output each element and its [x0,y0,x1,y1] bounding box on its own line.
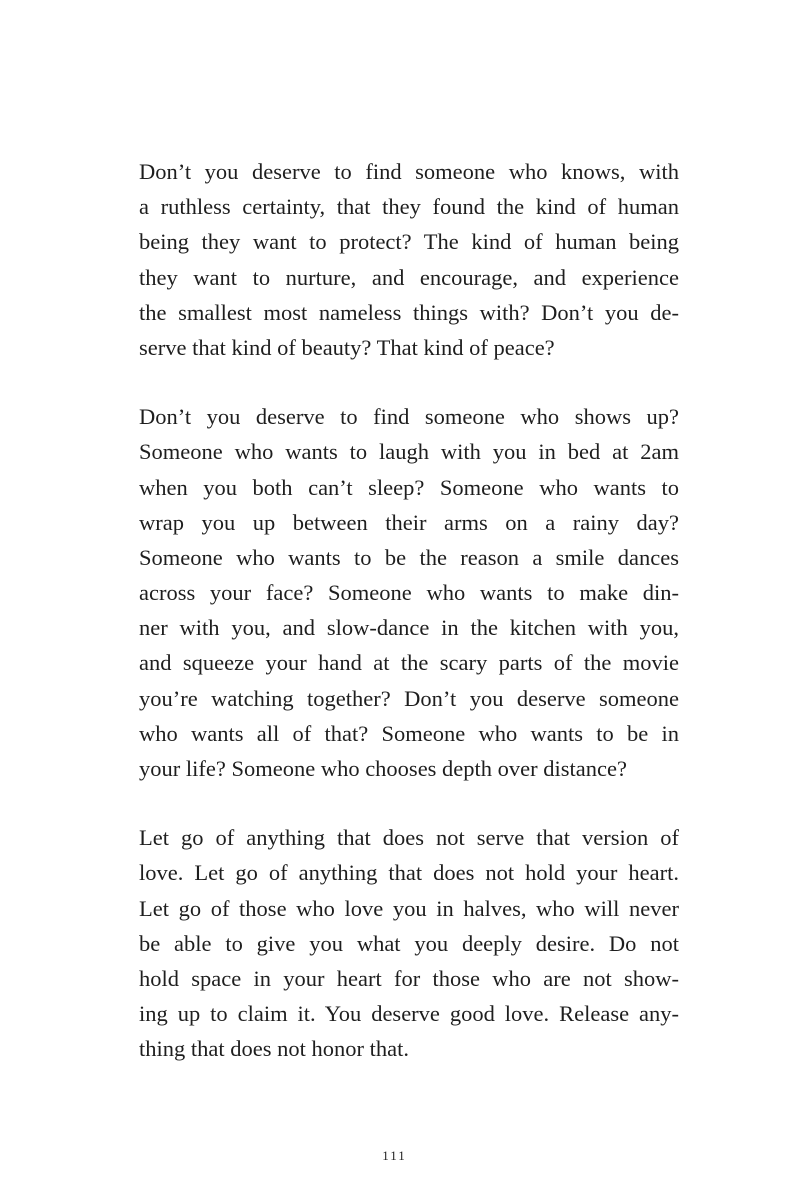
paragraph-1 [139,154,679,365]
text-line: ner with you, and slow-dance in the kitchen with you, [139,615,679,641]
text-line: being they want to protect? The kind of human being [139,229,679,255]
text-line: Someone who wants to laugh with you in bed at 2am [139,439,679,465]
text-line: Let go of those who love you in halves, who will never [139,895,679,921]
text-line: the smallest most nameless things with? Don’t you de- [139,299,679,325]
text-line: ing up to claim it. You deserve good love. Release any- [139,1001,679,1027]
text-line: your life? Someone who chooses depth over distance? [139,756,627,781]
text-line: across your face? Someone who wants to make din- [139,580,679,606]
text-line: be able to give you what you deeply desire. Do not [139,930,679,956]
page-number: 111 [382,1148,407,1163]
text-line: Someone who wants to be the reason a smile dances [139,544,679,570]
text-line: you’re watching together? Don’t you deserve someone [139,685,679,711]
text-line: Let go of anything that does not serve that version of [139,825,679,851]
text-line: a ruthless certainty, that they found the kind of human [139,194,679,220]
text-line: wrap you up between their arms on a rainy day? [139,509,679,535]
text-line: love. Let go of anything that does not hold your heart. [139,860,679,886]
text-line: when you both can’t sleep? Someone who wants to [139,474,679,500]
paragraph-3 [139,820,679,1066]
text-line: Don’t you deserve to find someone who shows up? [139,404,679,430]
text-line: Don’t you deserve to find someone who knows, with [139,159,679,184]
text-line: they want to nurture, and encourage, and experience [139,264,679,290]
text-line: serve that kind of beauty? That kind of peace? [139,334,555,360]
text-line: and squeeze your hand at the scary parts of the movie [139,650,679,676]
text-line: hold space in your heart for those who are not show- [139,965,679,991]
body-text [139,154,679,1101]
text-line: who wants all of that? Someone who wants to be in [139,720,679,746]
text-line: thing that does not honor that. [139,1036,409,1062]
paragraph-2 [139,399,679,786]
